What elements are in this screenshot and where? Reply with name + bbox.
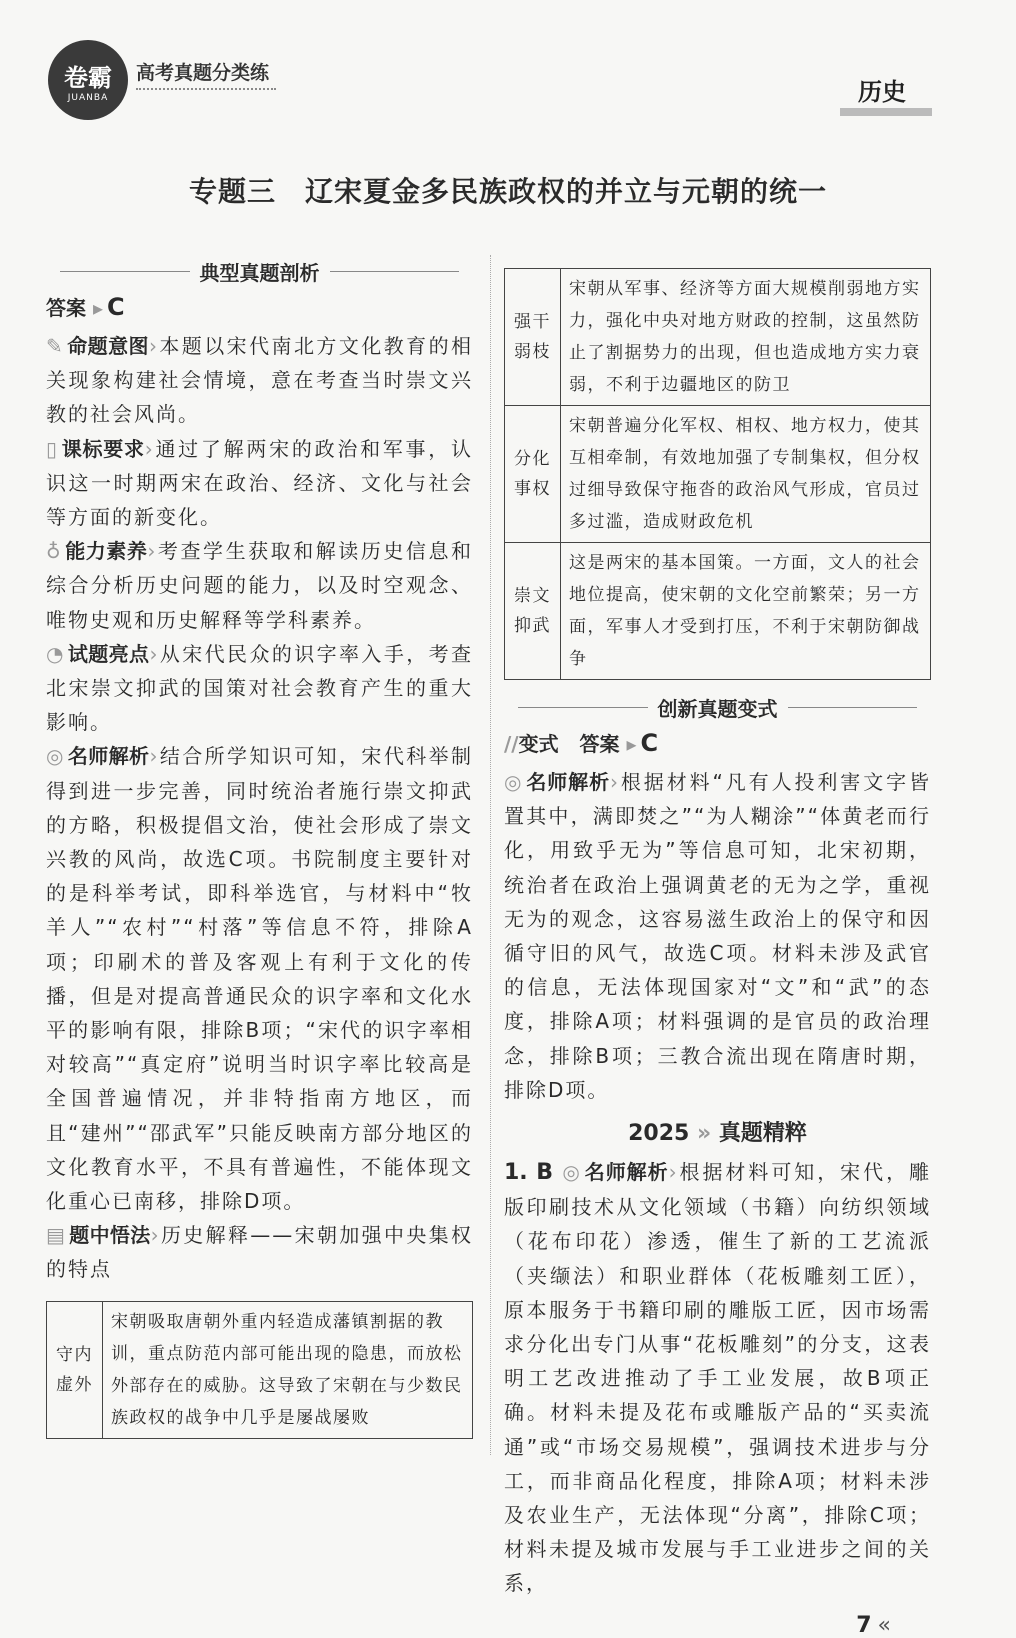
divider: [330, 271, 460, 272]
item-label: 名师解析: [584, 1160, 669, 1185]
variant-analysis: [504, 765, 931, 1107]
summary-table-right: [504, 268, 931, 680]
clipboard-icon: ▤: [46, 1223, 67, 1248]
table-key: 分化事权: [505, 406, 561, 543]
section-heading-innovation: [518, 692, 917, 722]
column-divider: [490, 255, 491, 1455]
left-column: [46, 256, 473, 1439]
section-heading-typical: [60, 256, 459, 286]
item-text: 本题以宋代南北方文化教育的相关现象构建社会情境，意在考查当时崇文兴教的社会风尚。: [46, 334, 474, 427]
item-text: 从宋代民众的识字率入手，考查北宋崇文抑武的国策对社会教育产生的重大影响。: [46, 641, 474, 735]
table-value: 宋朝吸取唐朝外重内轻造成藩镇割据的教训，重点防范内部可能出现的隐患，而放松外部存在的威胁。这导致了宋朝在与少数民族政权的战争中几乎是屡战屡败: [103, 1301, 473, 1438]
item-analysis: [504, 1155, 931, 1601]
item-text: 结合所学知识可知，宋代科举制得到进一步完善，同时统治者施行崇文抑武的方略，积极提倡文治，使社会形成了崇文兴教的风尚，故选C项。书院制度主要针对的是科举考试，即科举选官，与材料中“牧羊人”“农村”“村落”等信息不符，排除A项；印刷术的普及客观上有利于文化的传播，但是对提高普通民众的识字率和文化水平的影响有限，排除B项；“宋代的识字率相对较高”“真定府”说明当时识字率比较高是全国普遍情况，并非特指南方地区，而且“建州”“邵武军”只能反映南方部分地区的文化教育水平，不具有普遍性，不能体现文化重心已南移，排除D项。: [46, 744, 474, 1214]
question-answer: 1. B: [504, 1160, 554, 1186]
chevron-right-icon: ›: [147, 539, 158, 564]
page-footer: [504, 1613, 931, 1638]
chevron-right-icon: ›: [668, 1160, 679, 1185]
answer-line: [46, 290, 473, 325]
table-key: 崇文抑武: [505, 543, 561, 680]
year-heading: [504, 1117, 931, 1151]
caret-right-icon: ▸: [86, 296, 104, 320]
answer-value: C: [640, 729, 659, 757]
table-value: 宋朝普遍分化军权、相权、地方权力，使其互相牵制，有效地加强了专制集权，但分权过细导致保守拖沓的政治风气形成，官员过多过滥，造成财政危机: [561, 406, 931, 543]
item-label: 名师解析: [67, 744, 150, 769]
double-chevron-left-icon: «: [877, 1612, 891, 1638]
series-title: 高考真题分类练: [136, 62, 270, 84]
right-column: [504, 268, 931, 1638]
table-key: 强干弱枝: [505, 269, 561, 406]
item-analysis: [46, 739, 473, 1218]
item-standard: [46, 432, 473, 535]
table-value: 这是两宋的基本国策。一方面，文人的社会地位提高，使宋朝的文化空前繁荣；另一方面，军事人才受到打压，不利于宋朝防御战争: [561, 543, 931, 680]
item-label: 课标要求: [61, 436, 145, 461]
divider: [60, 271, 190, 272]
section-title: 典型真题剖析: [199, 260, 320, 285]
item-analysis: [504, 765, 931, 1107]
caret-right-icon: ▸: [619, 732, 637, 756]
variant-label: 变式: [518, 732, 559, 756]
item-label: 试题亮点: [67, 641, 150, 666]
item-highlight: [46, 637, 473, 740]
double-chevron-icon: »: [689, 1121, 719, 1147]
q1-analysis: [504, 1155, 931, 1601]
item-text: 历史解释——宋朝加强中央集权的特点: [46, 1223, 474, 1282]
chevron-right-icon: ›: [149, 641, 160, 666]
pencil-icon: ✎: [46, 334, 65, 358]
item-ability: [46, 534, 473, 637]
answer-label: 答案: [46, 296, 86, 320]
answer-label: 答案: [579, 732, 620, 756]
chevron-right-icon: ›: [609, 770, 620, 794]
teacher-icon: ◎: [504, 770, 525, 794]
item-label: 名师解析: [526, 770, 610, 794]
item-label: 命题意图: [66, 334, 149, 358]
slash-icon: //: [504, 732, 519, 756]
divider: [518, 707, 648, 708]
table-row: [505, 543, 931, 680]
brand-logo: [48, 40, 128, 120]
item-text: 考查学生获取和解读历史信息和综合分析历史问题的能力，以及时空观念、唯物史观和历史解释等学科素养。: [46, 539, 474, 632]
divider: [840, 108, 932, 116]
page-title: 专题三 辽宋夏金多民族政权的并立与元朝的统一: [188, 175, 827, 208]
logo-text: 卷霸: [64, 63, 112, 92]
year-title: 真题精粹: [718, 1121, 807, 1147]
chevron-right-icon: ›: [150, 1223, 161, 1248]
item-method: [46, 1218, 473, 1286]
item-text: 根据材料可知，宋代，雕版印刷技术从文化领域（书籍）向纺织领域（花布印花）渗透，催生了新的工艺流派（夹缬法）和职业群体（花板雕刻工匠），原本服务于书籍印刷的雕版工匠，因市场需求分化出专门从事“花板雕刻”的分支，这表明工艺改进推动了手工业发展，故B项正确。材料未提及花布或雕版产品的“买卖流通”或“市场交易规模”，强调技术进步与分工，而非商品化程度，排除A项；材料未涉及农业生产，无法体现“分离”，排除C项；材料未提及城市发展与手工业进步之间的关系，: [504, 1160, 932, 1596]
item-label: 能力素养: [64, 539, 148, 564]
section-title: 创新真题变式: [657, 696, 778, 721]
analysis-column-left: [46, 329, 473, 1287]
summary-table-left: [46, 1301, 473, 1439]
table-key: 守内虚外: [47, 1301, 103, 1438]
item-text: 根据材料“凡有人投利害文字皆置其中，满即焚之”“为人糊涂”“体黄老而行化，用致乎无为”等信息可知，北宋初期，统治者在政治上强调黄老的无为之学，重视无为的观念，这容易滋生政治上的保守和因循守旧的风气，故选C项。材料未涉及武官的信息，无法体现国家对“文”和“武”的态度，排除A项；材料强调的是官员的政治理念，排除B项；三教合流出现在隋唐时期，排除D项。: [504, 770, 931, 1102]
table-row: [505, 406, 931, 543]
teacher-icon: ◎: [562, 1160, 583, 1185]
chevron-right-icon: ›: [148, 334, 159, 358]
table-value: 宋朝从军事、经济等方面大规模削弱地方实力，强化中央对地方财政的控制，这虽然防止了割据势力的出现，但也造成地方实力衰弱，不利于边疆地区的防卫: [561, 269, 931, 406]
chevron-right-icon: ›: [144, 436, 155, 461]
item-text: 通过了解两宋的政治和军事，认识这一时期两宋在政治、经济、文化与社会等方面的新变化。: [46, 436, 474, 530]
logo-sub: JUANBA: [67, 92, 109, 103]
divider: [136, 88, 276, 90]
subject-label: 历史: [858, 78, 906, 106]
lightbulb-icon: ♁: [46, 539, 63, 564]
page-number: 7: [856, 1612, 872, 1638]
table-row: [505, 269, 931, 406]
year: 2025: [628, 1121, 690, 1147]
document-icon: ▯: [46, 436, 60, 461]
table-row: [47, 1301, 473, 1438]
answer-value: C: [107, 293, 125, 321]
item-intent: [46, 329, 473, 432]
item-label: 题中悟法: [68, 1223, 151, 1248]
chevron-right-icon: ›: [149, 744, 160, 769]
divider: [788, 707, 918, 708]
teacher-icon: ◎: [46, 744, 66, 769]
flame-icon: ◔: [46, 641, 66, 666]
variant-answer-line: [504, 726, 931, 761]
